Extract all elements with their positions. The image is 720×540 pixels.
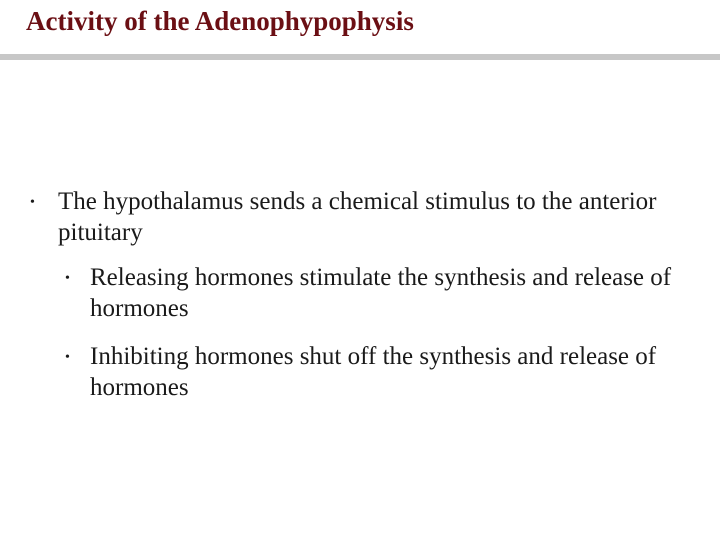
- bullet-text: The hypothalamus sends a chemical stimulus to the anterior pituitary: [58, 188, 657, 246]
- slide-title: Activity of the Adenophypophysis: [26, 6, 414, 36]
- sub-bullet-text: Inhibiting hormones shut off the synthesis and release of hormones: [90, 343, 657, 401]
- bullet-item: [30, 186, 708, 248]
- sub-bullet-text: Releasing hormones stimulate the synthesis and release of hormones: [90, 264, 672, 322]
- bullet-dot: •: [65, 350, 70, 365]
- bullet-dot: •: [30, 195, 35, 210]
- title-divider: [0, 54, 720, 60]
- sub-bullet-item: [65, 341, 710, 403]
- sub-bullet-item: [65, 262, 710, 324]
- bullet-dot: •: [65, 271, 70, 286]
